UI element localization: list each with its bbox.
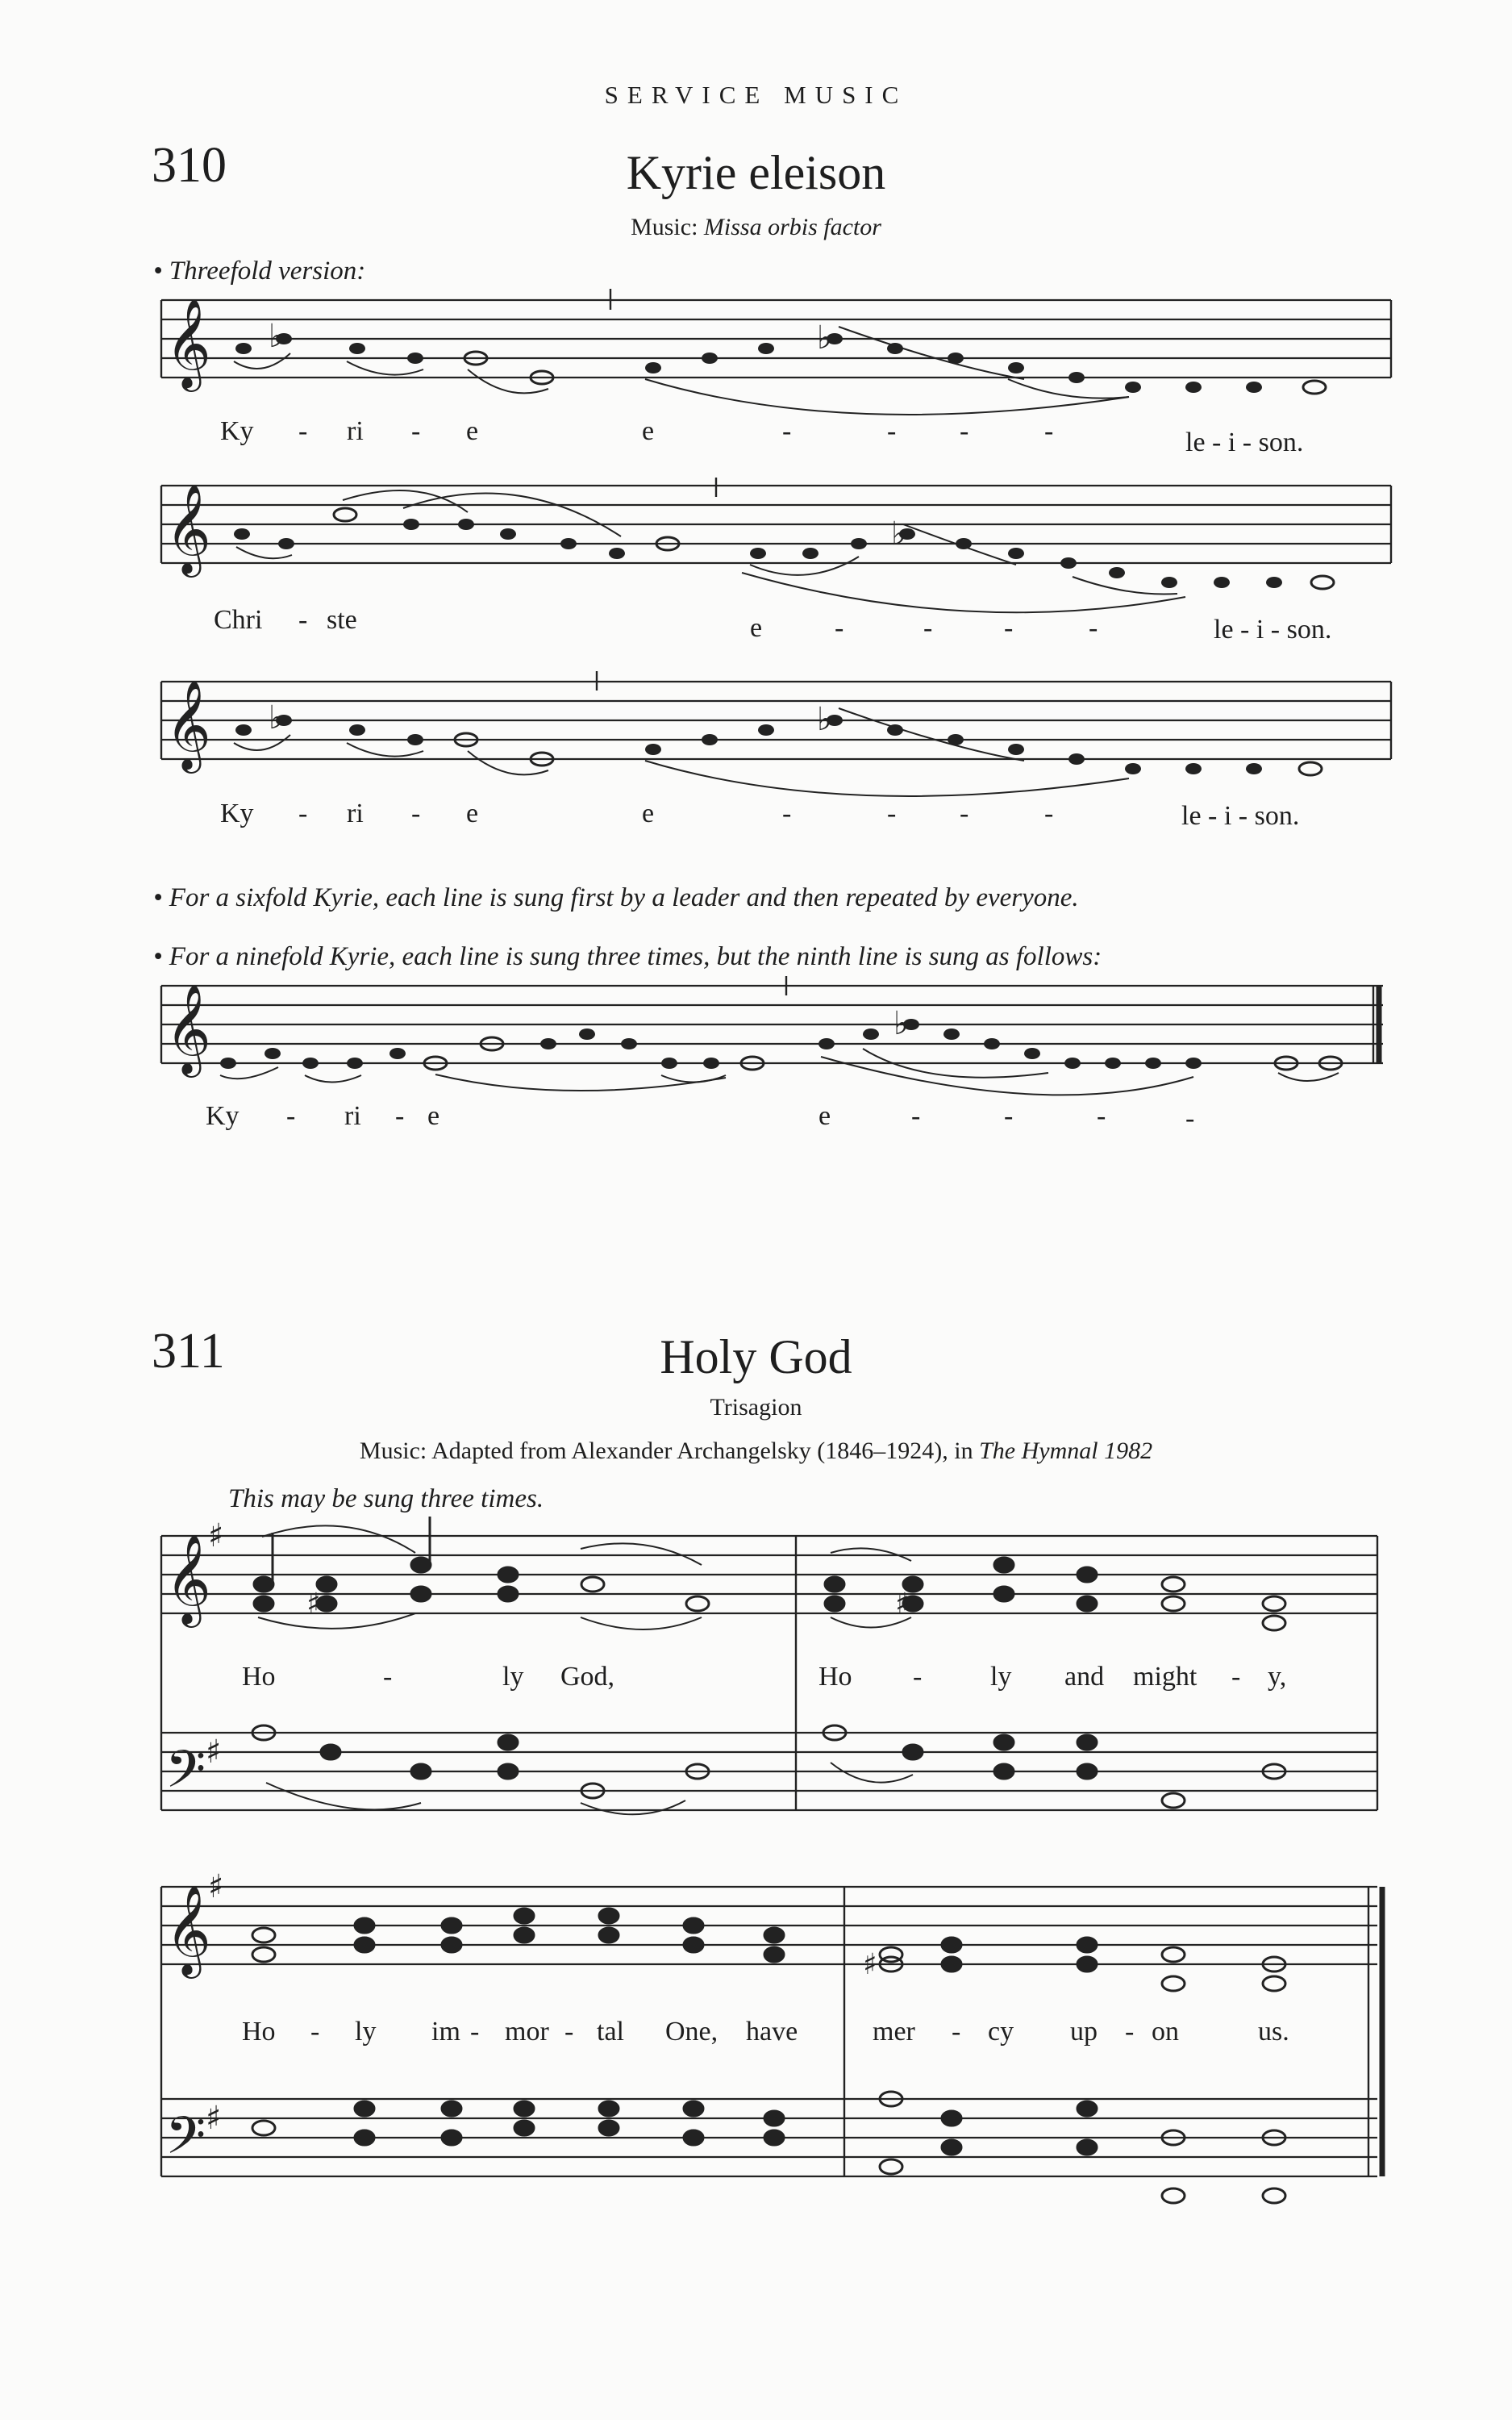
lyric-syllable: -	[960, 416, 969, 446]
lyric-syllable: e	[750, 613, 763, 643]
lyric-syllable: Chri	[214, 605, 263, 635]
hymn-title-311: Holy God	[660, 1330, 852, 1383]
rubric-ninefold: • For a ninefold Kyrie, each line is sung three times, but the ninth line is sung as follows:	[153, 942, 1102, 971]
lyric-syllable: Ho	[242, 1662, 276, 1692]
lyric-syllable: le - i - son.	[1214, 615, 1332, 645]
lyric-syllable: us.	[1258, 2017, 1289, 2047]
lyric-syllable: -	[470, 2017, 480, 2047]
lyric-syllable: -	[1185, 1104, 1195, 1133]
lyric-syllable: Ho	[818, 1662, 852, 1692]
lyric-syllable: -	[1125, 2017, 1135, 2047]
lyric-syllable: -	[1089, 613, 1098, 643]
lyric-syllable: e	[818, 1101, 831, 1131]
lyric-syllable: ri	[347, 799, 364, 828]
lyric-syllable: Ky	[206, 1101, 240, 1131]
music-credit-prefix: Music:	[631, 214, 704, 240]
svg-text:♭: ♭	[893, 1005, 909, 1042]
lyric-syllable: -	[1004, 613, 1014, 643]
lyric-syllable: on	[1152, 2017, 1179, 2047]
lyric-syllable: e	[427, 1101, 440, 1131]
harmony-notes	[254, 1517, 1097, 2155]
svg-text:♯: ♯	[895, 1588, 910, 1621]
lyric-syllable: -	[411, 799, 421, 828]
lyric-syllable: might	[1133, 1662, 1198, 1692]
lyric-syllable: -	[782, 799, 792, 828]
svg-text:𝄞: 𝄞	[165, 1884, 211, 1975]
lyric-syllable: y,	[1268, 1662, 1287, 1692]
lyric-syllable: le - i - son.	[1185, 428, 1304, 457]
hymn-number-310: 310	[152, 138, 227, 193]
rubric-311: This may be sung three times.	[228, 1484, 544, 1513]
svg-text:𝄞: 𝄞	[165, 679, 211, 770]
rubric-sixfold: • For a sixfold Kyrie, each line is sung first by a leader and then repeated by everyone.	[153, 883, 1079, 912]
svg-text:♭: ♭	[817, 701, 832, 738]
lyric-syllable: -	[411, 416, 421, 446]
svg-text:♭: ♭	[269, 699, 284, 736]
barlines	[161, 289, 1391, 2176]
svg-text:𝄞: 𝄞	[165, 298, 211, 388]
lyric-syllable: ly	[355, 2017, 377, 2047]
lyric-syllable: -	[1231, 1662, 1241, 1692]
lyric-syllable: -	[887, 416, 897, 446]
lyric-syllable: e	[466, 799, 479, 828]
music-credit-source: The Hymnal 1982	[979, 1437, 1153, 1464]
lyric-syllable: up	[1070, 2017, 1098, 2047]
page-header: SERVICE MUSIC	[604, 81, 908, 109]
lyric-syllable: Ky	[220, 799, 254, 828]
svg-text:♭: ♭	[269, 318, 284, 355]
lyric-syllable: im	[431, 2017, 460, 2047]
lyric-syllable: ly	[990, 1662, 1012, 1692]
lyric-syllable: -	[923, 613, 933, 643]
lyric-syllable: Ky	[220, 416, 254, 446]
lyric-syllable: ste	[327, 605, 357, 635]
lyric-syllable: and	[1064, 1662, 1105, 1692]
lyric-syllable: -	[782, 416, 792, 446]
svg-text:♯: ♯	[206, 1734, 222, 1771]
lyric-syllable: -	[383, 1662, 393, 1692]
music-credit-source: Missa orbis factor	[703, 214, 881, 240]
svg-text:♯: ♯	[206, 2100, 222, 2137]
svg-text:♯: ♯	[208, 1868, 224, 1905]
lyric-syllable: le - i - son.	[1181, 801, 1300, 831]
clefs	[165, 298, 223, 2179]
lyric-syllable: cy	[988, 2017, 1014, 2047]
lyric-syllable: -	[835, 613, 844, 643]
hymn-number-311: 311	[152, 1324, 225, 1379]
slurs	[220, 327, 1339, 1095]
svg-text:𝄢: 𝄢	[165, 2106, 206, 2179]
lyric-syllable: -	[310, 2017, 320, 2047]
lyric-syllable: -	[960, 799, 969, 828]
hymn-title-310: Kyrie eleison	[626, 146, 886, 199]
lyric-syllable: ly	[502, 1662, 524, 1692]
svg-text:♯: ♯	[208, 1517, 224, 1554]
lyric-syllable: Ho	[242, 2017, 276, 2047]
hymn-subtitle-311: Trisagion	[710, 1394, 802, 1421]
lyric-syllable: -	[952, 2017, 961, 2047]
lyric-syllable: -	[913, 1662, 923, 1692]
lyric-syllable: mer	[873, 2017, 915, 2047]
lyric-syllable: have	[746, 2017, 798, 2047]
svg-text:𝄢: 𝄢	[165, 1740, 206, 1813]
flat-signs	[269, 318, 909, 1042]
lyric-syllable: mor	[505, 2017, 549, 2047]
lyric-syllable: e	[642, 799, 655, 828]
harmony-half-notes	[252, 1577, 1285, 2203]
lyric-syllable: -	[395, 1101, 405, 1131]
lyric-syllable: -	[1004, 1101, 1014, 1131]
lyric-syllable: -	[298, 605, 308, 635]
svg-text:♯: ♯	[306, 1588, 321, 1621]
lyric-syllable: -	[1044, 416, 1054, 446]
lyric-syllable: -	[911, 1101, 921, 1131]
lyric-syllable: -	[1044, 799, 1054, 828]
lyric-syllable: -	[1097, 1101, 1106, 1131]
svg-text:𝄞: 𝄞	[165, 483, 211, 574]
music-credit-prefix: Music: Adapted from Alexander Archangelsky (1846–1924), in	[359, 1437, 980, 1464]
svg-text:♭: ♭	[817, 319, 832, 357]
svg-text:♭: ♭	[891, 515, 906, 553]
lyric-syllable: -	[298, 416, 308, 446]
rubric-threefold: • Threefold version:	[153, 257, 366, 286]
lyric-syllable: -	[298, 799, 308, 828]
lyric-syllable: ri	[347, 416, 364, 446]
lyric-syllable: God,	[560, 1662, 615, 1692]
lyric-syllable: -	[564, 2017, 574, 2047]
open-notes	[334, 352, 1342, 1070]
lyric-syllable: ri	[344, 1101, 361, 1131]
lyric-syllable: -	[286, 1101, 296, 1131]
lyric-syllable: tal	[597, 2017, 624, 2047]
svg-text:𝄞: 𝄞	[165, 1533, 211, 1624]
lyric-syllable: One,	[665, 2017, 719, 2047]
lyric-syllable: e	[466, 416, 479, 446]
lyric-syllable: -	[887, 799, 897, 828]
svg-text:𝄞: 𝄞	[165, 983, 211, 1074]
svg-text:♯: ♯	[863, 1948, 877, 1981]
lyric-syllable: e	[642, 416, 655, 446]
